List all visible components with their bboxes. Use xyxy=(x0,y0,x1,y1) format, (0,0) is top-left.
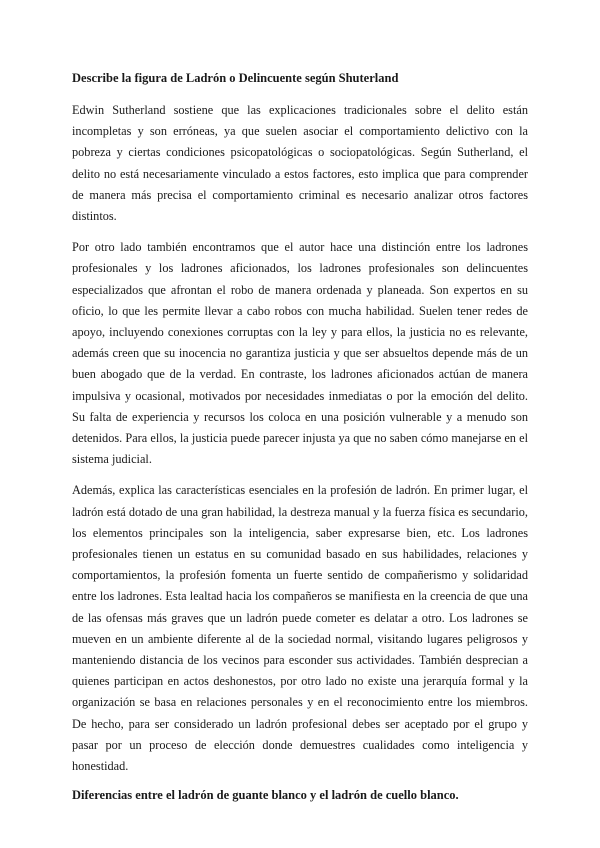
document-page xyxy=(72,70,528,817)
paragraph-professional-vs-amateur: Por otro lado también encontramos que el autor hace una distinción entre los ladrones profesionales y los ladrones aficionados, los ladrones profesionales son delincuentes especializados que afrontan el robo de manera ordenada y planeada. Son expertos en su oficio, lo que les permite llevar a cabo robos con mucha habilidad. Suelen tener redes de apoyo, incluyendo conexiones corruptas con la ley y para ellos, la justicia no es relevante, además creen que su inocencia no garantiza justicia y que ser absueltos depende más de un buen abogado que de la verdad. En contraste, los ladrones aficionados actúan de manera impulsiva y ocasional, motivados por necesidades inmediatas o por la emoción del delito. Su falta de experiencia y recursos los coloca en una posición vulnerable y a menudo son detenidos. Para ellos, la justicia puede parecer injusta ya que no saben cómo manejarse en el sistema judicial. xyxy=(72,240,528,467)
section-heading-differences: Diferencias entre el ladrón de guante blanco y el ladrón de cuello blanco. xyxy=(72,788,459,803)
paragraph-intro: Edwin Sutherland sostiene que las explicaciones tradicionales sobre el delito están incompletas y son erróneas, ya que suelen asociar el comportamiento delictivo con la pobreza y ciertas condiciones psicopatológicas o sociopatológicas. Según Sutherland, el delito no está necesariamente vinculado a estos factores, esto implica que para comprender de manera más precisa el comportamiento criminal es necesario analizar otros factores distintos. xyxy=(72,103,528,224)
section-heading-sutherland: Describe la figura de Ladrón o Delincuente según Shuterland xyxy=(72,71,399,85)
paragraph-characteristics: Además, explica las características esenciales en la profesión de ladrón. En primer lugar, el ladrón está dotado de una gran habilidad, la destreza manual y la fuerza física es secundario, los elementos principales son la inteligencia, saber expresarse bien, etc. Los ladrones profesionales tienen un estatus en su comunidad basado en sus habilidades, relaciones y comportamientos, la profesión fomenta un fuerte sentido de compañerismo y solidaridad entre los ladrones. Esta lealtad hacia los compañeros se manifiesta en la creencia de que una de las ofensas más graves que un ladrón puede cometer es delatar a otro. Los ladrones se mueven en un ambiente diferente al de la sociedad normal, visitando lugares peligrosos y manteniendo distancia de los vecinos para esconder sus actividades. También desprecian a quienes participan en actos deshonestos, por otro lado no existe una jerarquía formal y la organización se basa en relaciones personales y en el reconocimiento entre los miembros. De hecho, para ser considerado un ladrón profesional debes ser aceptado por el grupo y pasar por un proceso de elección donde demuestres cualidades como inteligencia y honestidad. xyxy=(72,483,528,774)
